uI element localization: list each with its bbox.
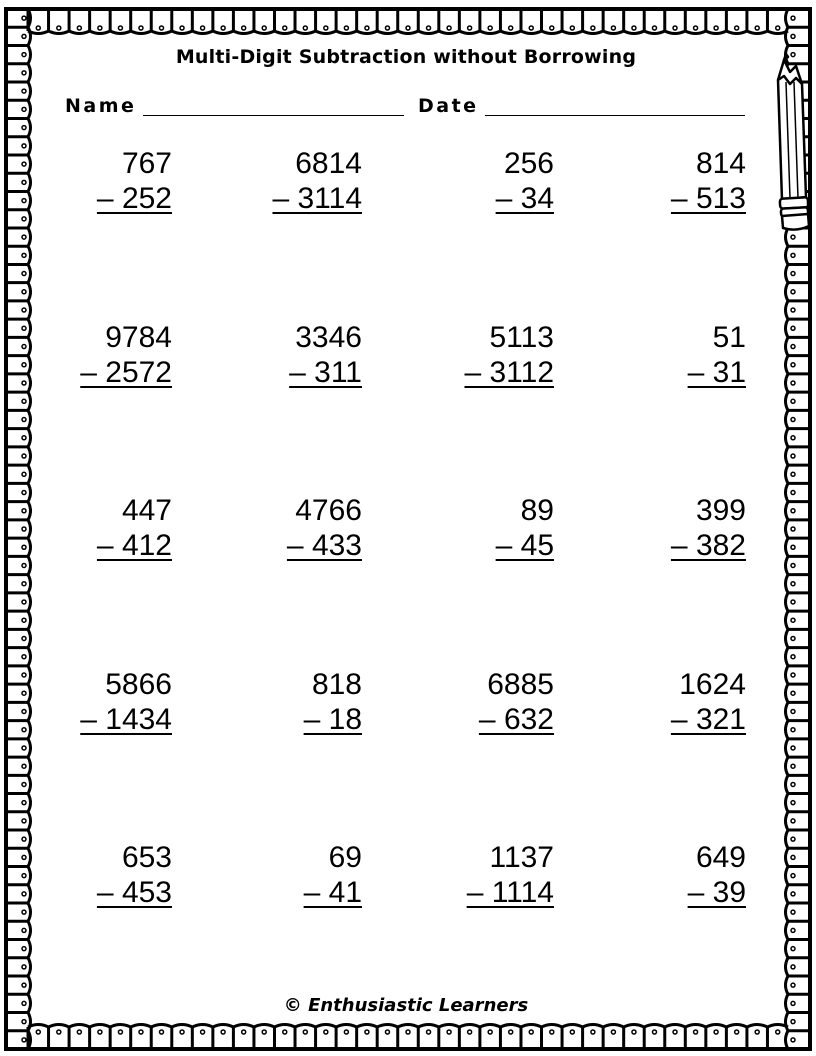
subtrahend-value: – 453 [96,876,172,909]
subtrahend-value: – 39 [687,876,746,909]
subtrahend [42,875,172,910]
subtrahend [616,181,746,216]
subtraction-problem [232,146,362,216]
subtrahend [616,875,746,910]
subtrahend-value: – 1114 [466,876,554,909]
subtraction-problem [424,667,554,737]
minuend: 6885 [487,668,554,701]
minuend: 818 [311,668,362,701]
subtrahend-value: – 31 [687,356,746,389]
subtraction-problem [424,320,554,390]
minuend: 653 [121,841,172,874]
subtrahend [424,181,554,216]
subtrahend [42,528,172,563]
subtrahend [616,355,746,390]
minuend: 5866 [105,668,172,701]
subtrahend-value: – 311 [289,356,362,389]
minuend: 89 [520,494,554,527]
subtrahend [232,875,362,910]
subtraction-problem [616,493,746,563]
minuend: 3346 [295,321,362,354]
subtrahend [424,355,554,390]
subtrahend-value: – 1434 [80,703,172,736]
subtrahend [232,181,362,216]
subtrahend-value: – 3114 [272,182,362,215]
minuend: 69 [328,841,362,874]
subtrahend-value: – 45 [495,529,554,562]
minuend: 51 [712,321,746,354]
subtrahend-value: – 252 [96,182,172,215]
subtraction-problem [424,493,554,563]
subtraction-problem [232,493,362,563]
subtrahend-value: – 41 [303,876,362,909]
subtraction-problem [616,146,746,216]
minuend: 1624 [679,668,746,701]
subtrahend [42,355,172,390]
subtrahend-value: – 632 [478,703,554,736]
subtraction-problem [42,493,172,563]
minuend: 256 [503,147,554,180]
name-field-line[interactable] [143,115,404,116]
subtrahend-value: – 321 [670,703,746,736]
subtrahend [232,528,362,563]
subtraction-problem [232,840,362,910]
minuend: 649 [695,841,746,874]
minuend: 6814 [295,147,362,180]
subtrahend [616,528,746,563]
subtrahend [42,181,172,216]
minuend: 5113 [489,321,554,354]
subtraction-problem [616,320,746,390]
minuend: 447 [121,494,172,527]
name-label: Name [65,95,137,117]
subtraction-problem [616,840,746,910]
worksheet-title: Multi-Digit Subtraction without Borrowing [175,46,637,68]
minuend: 1137 [489,841,554,874]
subtraction-problem [42,320,172,390]
date-label: Date [418,95,479,117]
subtraction-problem [232,667,362,737]
subtrahend-value: – 18 [303,703,362,736]
minuend: 399 [695,494,746,527]
minuend: 4766 [295,494,362,527]
subtraction-problem [424,146,554,216]
minuend: 814 [695,147,746,180]
minuend: 9784 [105,321,172,354]
subtrahend-value: – 2572 [80,356,172,389]
subtrahend [232,702,362,737]
subtraction-problem [42,146,172,216]
subtrahend [424,702,554,737]
subtraction-problem [424,840,554,910]
subtraction-problem [616,667,746,737]
subtraction-problem [42,667,172,737]
subtrahend-value: – 382 [670,529,746,562]
date-field-line[interactable] [485,115,745,116]
subtrahend [616,702,746,737]
subtrahend-value: – 412 [96,529,172,562]
subtrahend-value: – 513 [670,182,746,215]
subtrahend [232,355,362,390]
copyright-footer: © Enthusiastic Learners [283,995,529,1016]
subtraction-problem [42,840,172,910]
pencil-icon [766,52,812,232]
subtrahend [424,875,554,910]
subtraction-problem [232,320,362,390]
subtrahend-value: – 3112 [464,356,554,389]
subtrahend-value: – 433 [286,529,362,562]
subtrahend [42,702,172,737]
subtrahend [424,528,554,563]
subtrahend-value: – 34 [495,182,554,215]
minuend: 767 [121,147,172,180]
